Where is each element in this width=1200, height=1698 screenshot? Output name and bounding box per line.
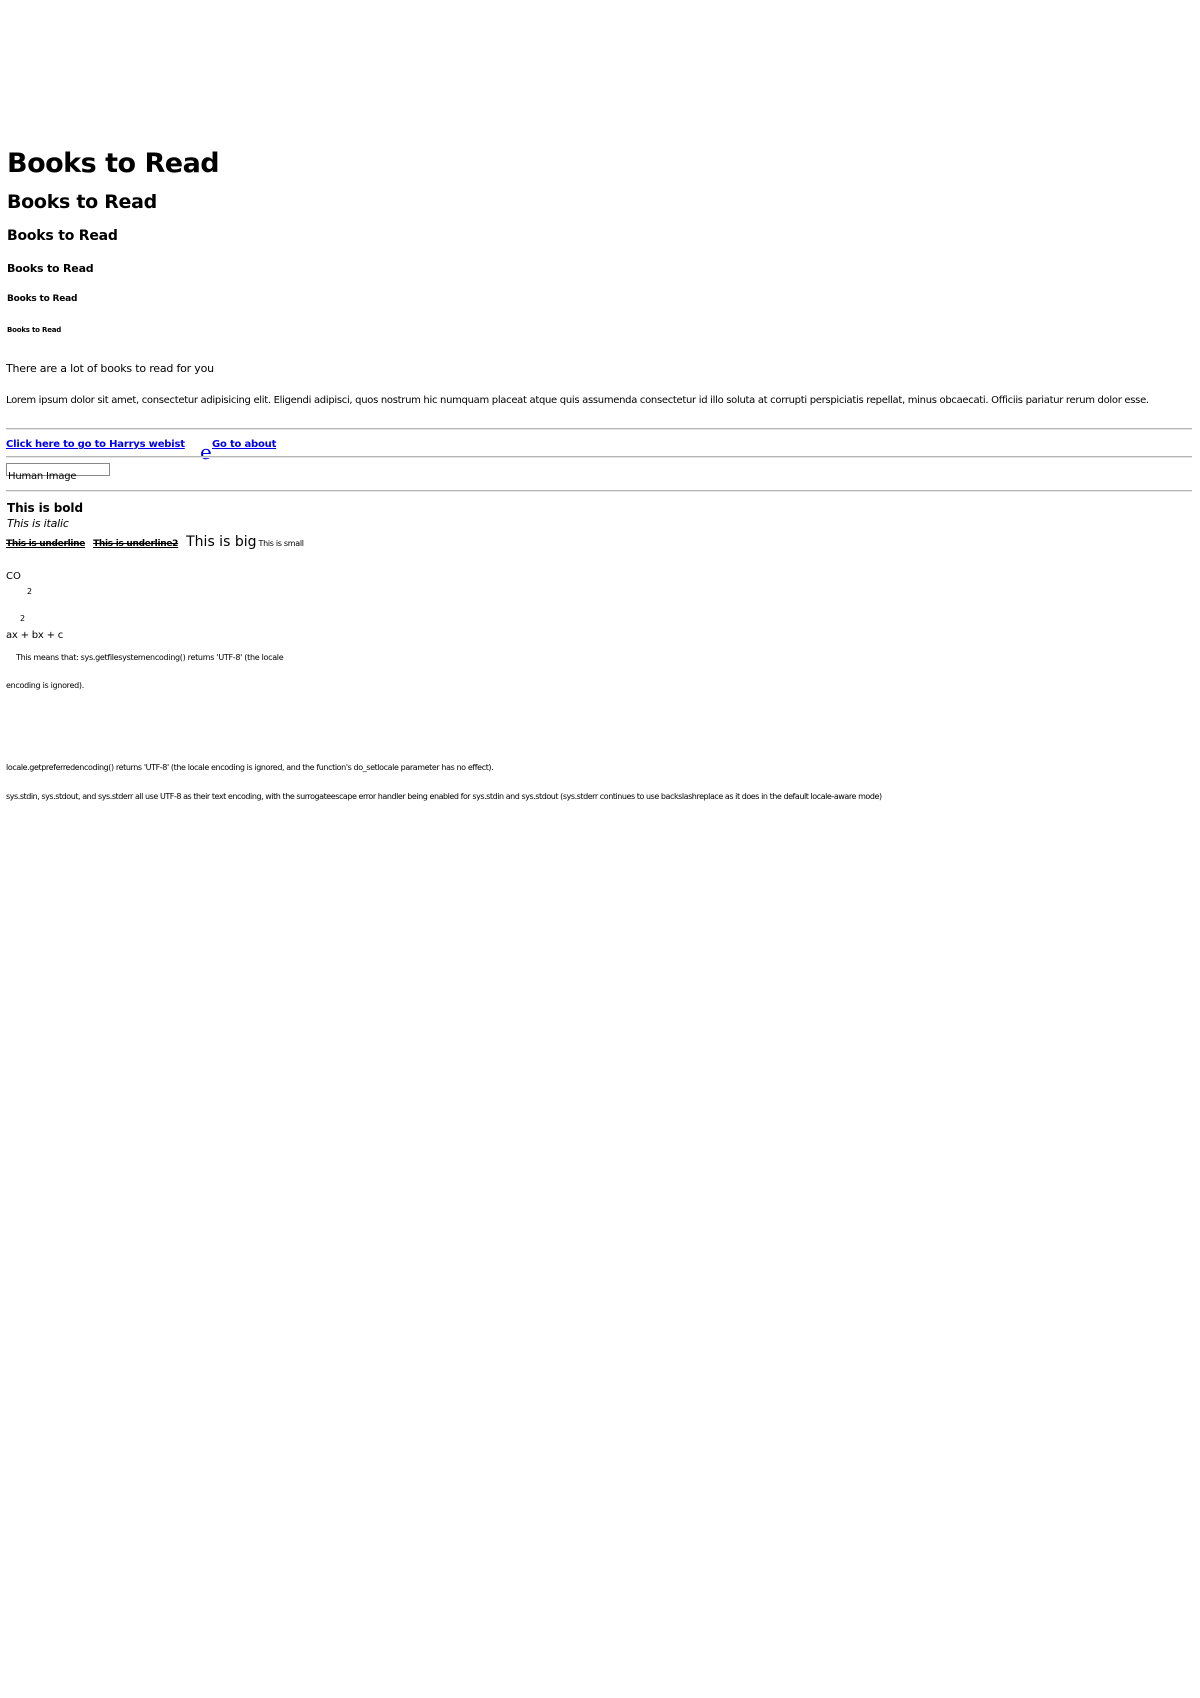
- locale-paragraph: locale.getpreferredencoding() returns 'UTF-8' (the locale encoding is ignored, and the function's do_setlocale parameter has no effect).: [6, 763, 494, 772]
- italic-text: This is italic: [7, 517, 69, 530]
- formatting-row: [6, 535, 304, 549]
- big-text: This is big: [186, 534, 257, 550]
- sysstd-paragraph: sys.stdin, sys.stdout, and sys.stderr all use UTF-8 as their text encoding, with the surrogateescape error handler being enabled for sys.stdin and sys.stdout (sys.stderr continues to use backslashreplace as it does in the default locale-aware mode): [6, 792, 882, 801]
- co-formula: CO: [6, 571, 21, 582]
- underline-text: This is underline: [6, 539, 86, 549]
- heading-2: Books to Read: [7, 191, 157, 213]
- harry-website-link[interactable]: Click here to go to Harrys webist: [6, 439, 185, 450]
- means-paragraph: This means that: sys.getfilesystemencoding() returns 'UTF-8' (the locale: [16, 653, 284, 662]
- image-alt-text: Human Image: [8, 471, 77, 482]
- heading-1: Books to Read: [7, 148, 220, 179]
- heading-4: Books to Read: [7, 262, 94, 275]
- encoding-paragraph: encoding is ignored).: [6, 681, 84, 690]
- subscript-two: 2: [27, 587, 33, 596]
- about-link[interactable]: Go to about: [212, 439, 277, 450]
- lorem-paragraph: Lorem ipsum dolor sit amet, consectetur adipisicing elit. Eligendi adipisci, quos nostrum hic numquam placeat atque quis assumenda consectetur id illo soluta at corrupti perspiciatis repellat, minus obcaecati. Officiis pariatur rerum dolor esse.: [6, 395, 1149, 406]
- horizontal-rule: [6, 490, 1192, 492]
- horizontal-rule: [6, 428, 1192, 430]
- equation: ax + bx + c: [6, 630, 64, 641]
- superscript-two: 2: [20, 614, 26, 623]
- heading-6: Books to Read: [7, 326, 62, 334]
- broken-image-icon[interactable]: e: [200, 440, 212, 464]
- small-text: This is small: [258, 539, 304, 548]
- intro-paragraph: There are a lot of books to read for you: [6, 362, 214, 375]
- heading-5: Books to Read: [7, 294, 78, 304]
- horizontal-rule: [6, 456, 1192, 458]
- bold-text: This is bold: [7, 501, 83, 515]
- underline-text-2: This is underline2: [93, 539, 179, 549]
- heading-3: Books to Read: [7, 228, 118, 244]
